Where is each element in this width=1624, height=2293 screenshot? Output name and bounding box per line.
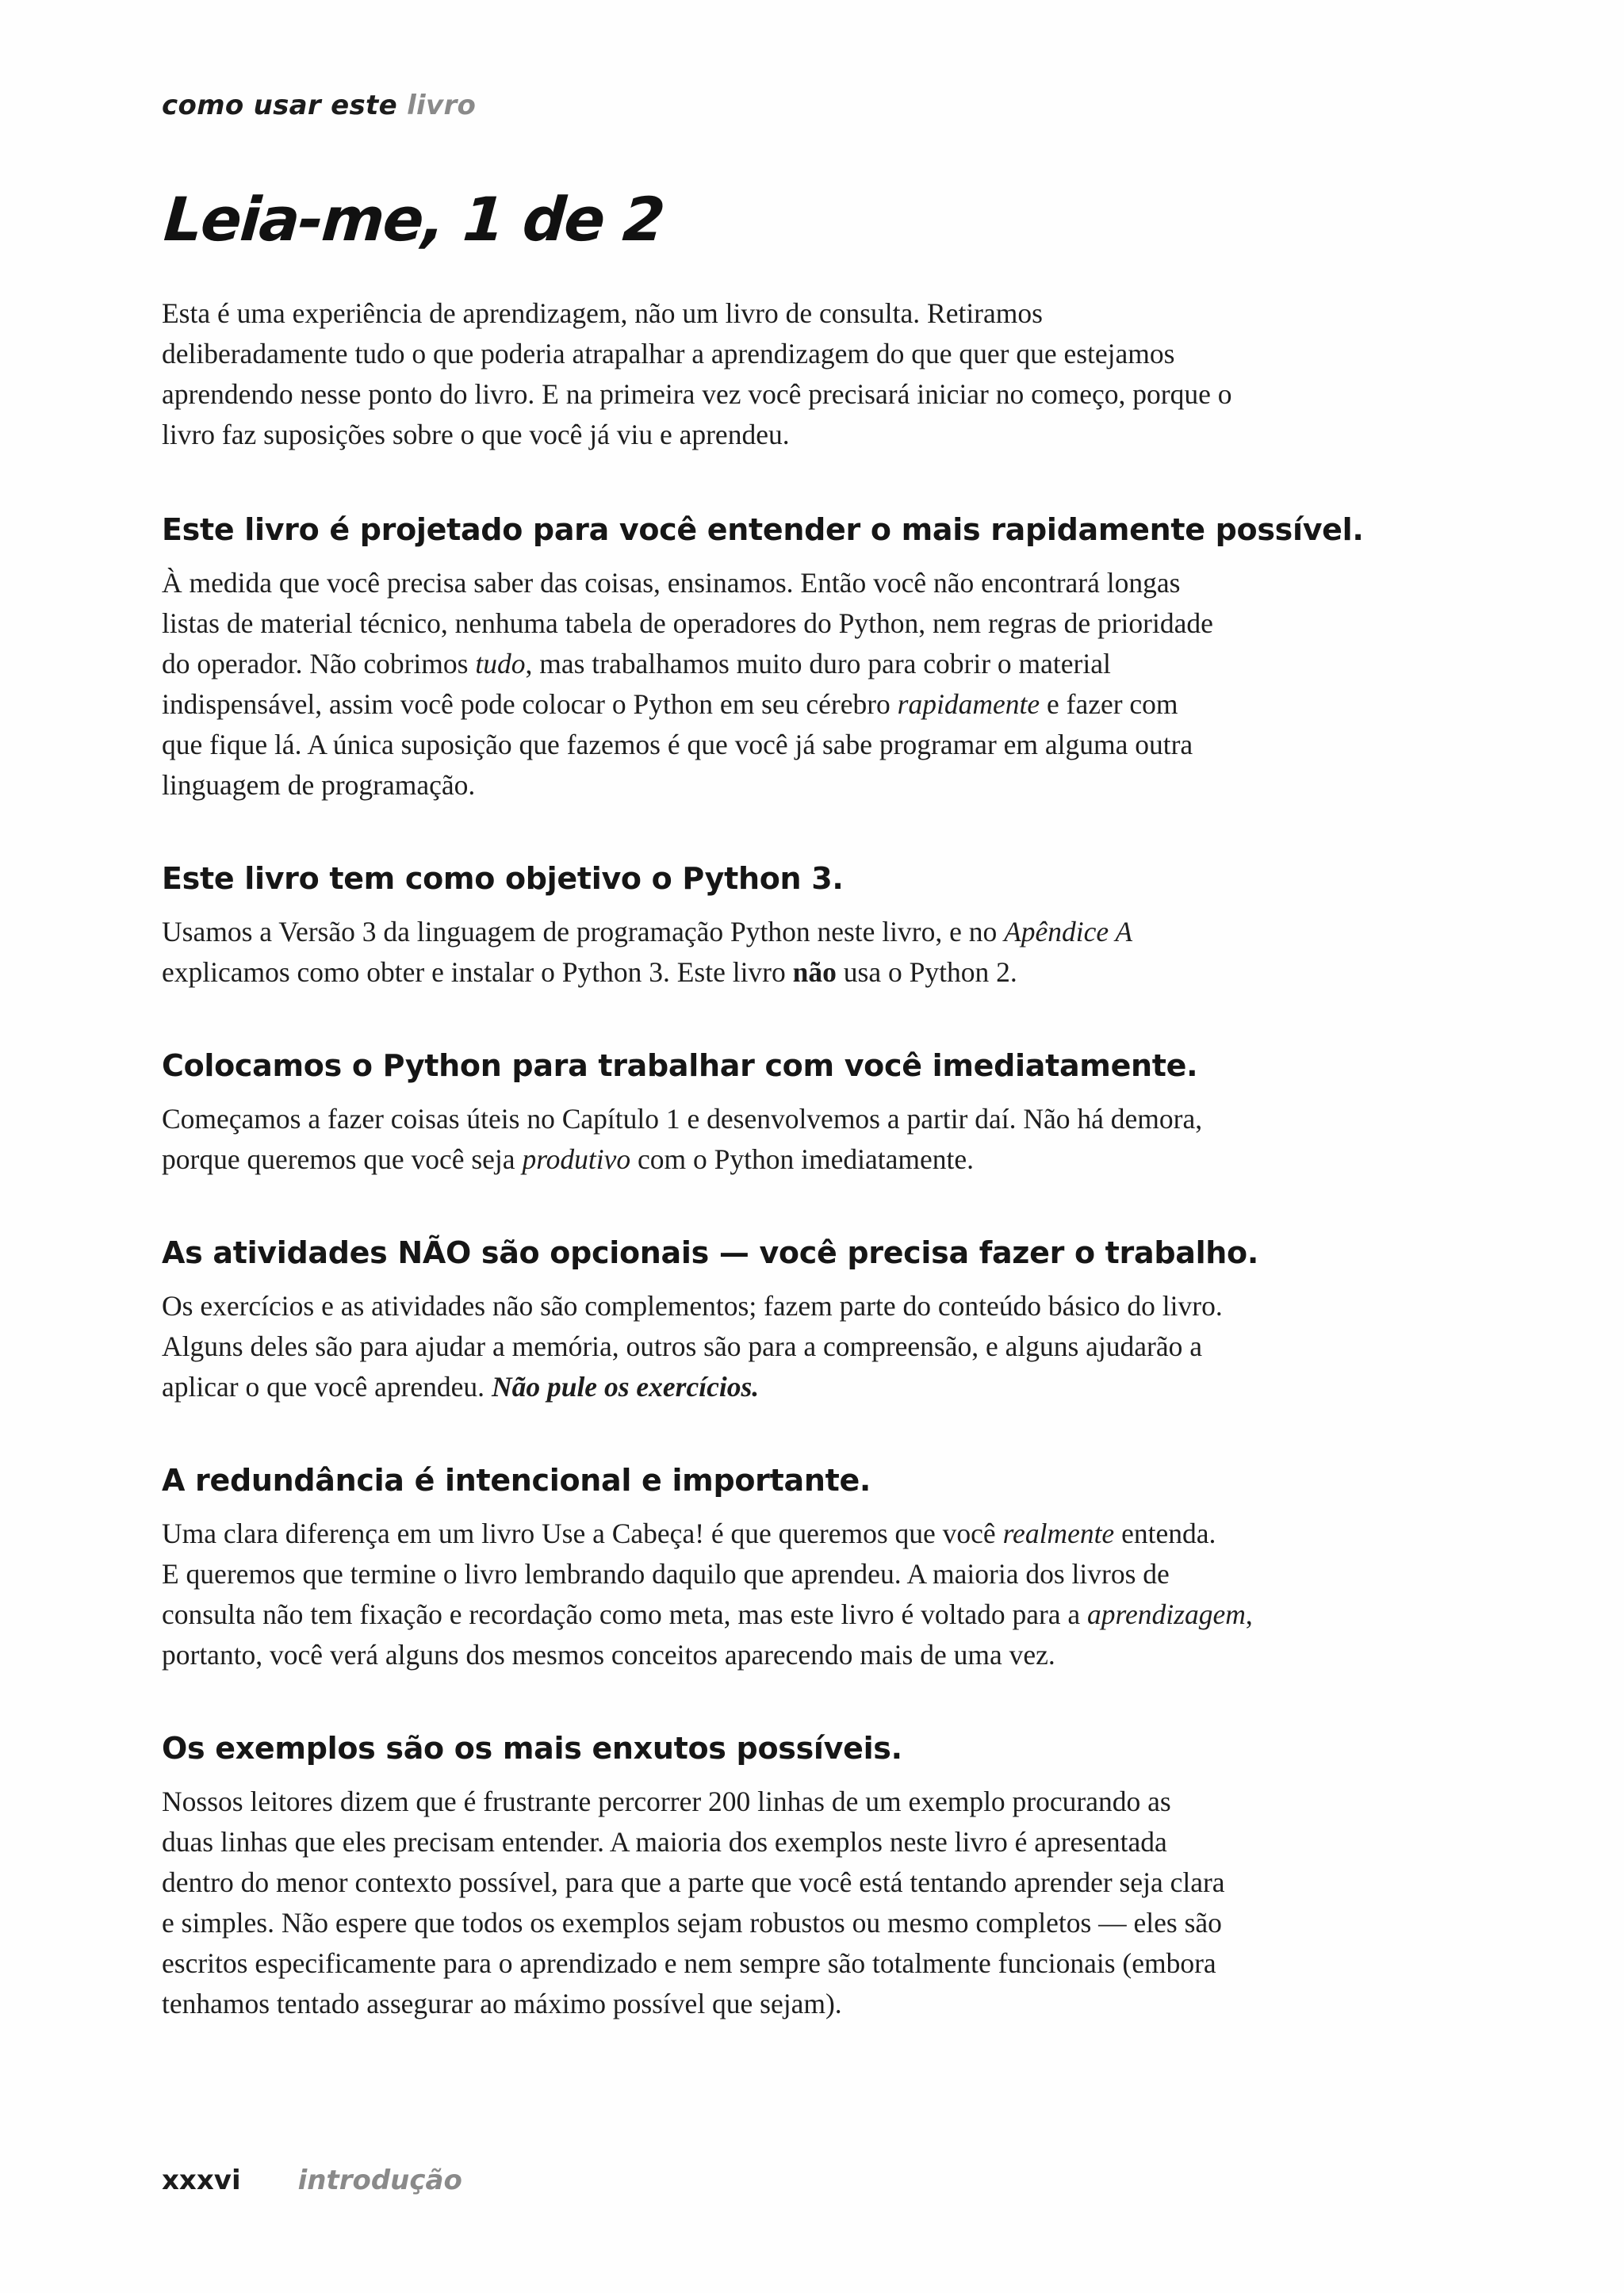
text-run: entenda. xyxy=(1114,1518,1216,1549)
text-run: consulta não tem fixação e recordação como meta, mas este livro é voltado para a xyxy=(162,1598,1088,1630)
text-line: À medida que você precisa saber das coisas, ensinamos. Então você não encontrará longas xyxy=(162,567,1181,599)
section-heading: Os exemplos são os mais enxutos possíveis. xyxy=(162,1731,902,1766)
text-run: Uma clara diferença em um livro Use a Cabeça! é que queremos que você xyxy=(162,1518,1003,1549)
text-run: indispensável, assim você pode colocar o Python em seu cérebro xyxy=(162,688,898,720)
emphasis: realmente xyxy=(1002,1518,1115,1549)
emphasis: rapidamente xyxy=(897,688,1040,720)
main-content xyxy=(162,293,1462,2024)
running-head xyxy=(162,90,476,121)
text-line: aprendendo nesse ponto do livro. E na primeira vez você precisará iniciar no começo, porque o xyxy=(162,378,1232,410)
text-line: E queremos que termine o livro lembrando daquilo que aprendeu. A maioria dos livros de xyxy=(162,1558,1170,1590)
text-line: listas de material técnico, nenhuma tabela de operadores do Python, nem regras de prioridade xyxy=(162,607,1213,639)
text-run: do operador. Não cobrimos xyxy=(162,648,476,679)
section-heading: A redundância é intencional e importante. xyxy=(162,1463,871,1498)
text-line: Os exercícios e as atividades não são complementos; fazem parte do conteúdo básico do livro. xyxy=(162,1290,1223,1322)
text-line: linguagem de programação. xyxy=(162,769,476,801)
emphasis: Não pule os exercícios. xyxy=(491,1371,760,1403)
text-line: duas linhas que eles precisam entender. A maioria dos exemplos neste livro é apresentada xyxy=(162,1826,1167,1858)
text-run: e fazer com xyxy=(1040,688,1178,720)
strong-text: não xyxy=(792,956,837,988)
section-paragraph xyxy=(162,1514,1462,1675)
text-line: deliberadamente tudo o que poderia atrapalhar a aprendizagem do que quer que estejamos xyxy=(162,338,1175,369)
text-run: , xyxy=(1245,1598,1253,1630)
text-run: , mas trabalhamos muito duro para cobrir o material xyxy=(525,648,1111,679)
section-heading: As atividades NÃO são opcionais — você precisa fazer o trabalho. xyxy=(162,1235,1258,1270)
text-line: Começamos a fazer coisas úteis no Capítulo 1 e desenvolvemos a partir daí. Não há demora, xyxy=(162,1103,1203,1135)
text-line: tenhamos tentado assegurar ao máximo possível que sejam). xyxy=(162,1988,842,2019)
text-line: que fique lá. A única suposição que fazemos é que você já sabe programar em alguma outra xyxy=(162,729,1193,760)
emphasis: Apêndice A xyxy=(1004,916,1133,947)
page-number: xxxvi xyxy=(162,2165,241,2196)
text-run: explicamos como obter e instalar o Python 3. Este livro xyxy=(162,956,793,988)
section-paragraph xyxy=(162,912,1462,993)
text-run: usa o Python 2. xyxy=(836,956,1017,988)
text-line: dentro do menor contexto possível, para que a parte que você está tentando aprender seja clara xyxy=(162,1866,1225,1898)
text-line: Alguns deles são para ajudar a memória, outros são para a compreensão, e alguns ajudarão a xyxy=(162,1330,1203,1362)
text-run: aplicar o que você aprendeu. xyxy=(162,1371,492,1403)
text-line: livro faz suposições sobre o que você já viu e aprendeu. xyxy=(162,419,790,450)
text-run: com o Python imediatamente. xyxy=(630,1143,974,1175)
text-line: Esta é uma experiência de aprendizagem, não um livro de consulta. Retiramos xyxy=(162,297,1043,329)
text-line: escritos especificamente para o aprendizado e nem sempre são totalmente funcionais (embora xyxy=(162,1947,1216,1979)
emphasis: tudo xyxy=(475,648,526,679)
text-run: Usamos a Versão 3 da linguagem de programação Python neste livro, e no xyxy=(162,916,1005,947)
footer-section-name: introdução xyxy=(297,2165,462,2196)
section-paragraph xyxy=(162,1782,1462,2024)
emphasis: produtivo xyxy=(522,1143,631,1175)
text-line: portanto, você verá alguns dos mesmos conceitos aparecendo mais de uma vez. xyxy=(162,1639,1055,1671)
section-heading: Este livro é projetado para você entender o mais rapidamente possível. xyxy=(162,512,1364,547)
running-head-prefix: como usar este xyxy=(162,90,397,121)
section-paragraph xyxy=(162,1099,1462,1180)
text-line: e simples. Não espere que todos os exemplos sejam robustos ou mesmo completos — eles são xyxy=(162,1907,1222,1939)
page-title: Leia-me, 1 de 2 xyxy=(162,184,666,255)
section-heading: Este livro tem como objetivo o Python 3. xyxy=(162,861,844,896)
emphasis: aprendizagem xyxy=(1087,1598,1246,1630)
page-footer xyxy=(162,2165,462,2196)
intro-paragraph xyxy=(162,293,1462,455)
text-run: porque queremos que você seja xyxy=(162,1143,523,1175)
section-heading: Colocamos o Python para trabalhar com você imediatamente. xyxy=(162,1048,1198,1083)
running-head-accent: livro xyxy=(407,90,477,121)
text-line: Nossos leitores dizem que é frustrante percorrer 200 linhas de um exemplo procurando as xyxy=(162,1786,1171,1817)
section-paragraph xyxy=(162,1286,1462,1407)
section-paragraph xyxy=(162,563,1462,806)
